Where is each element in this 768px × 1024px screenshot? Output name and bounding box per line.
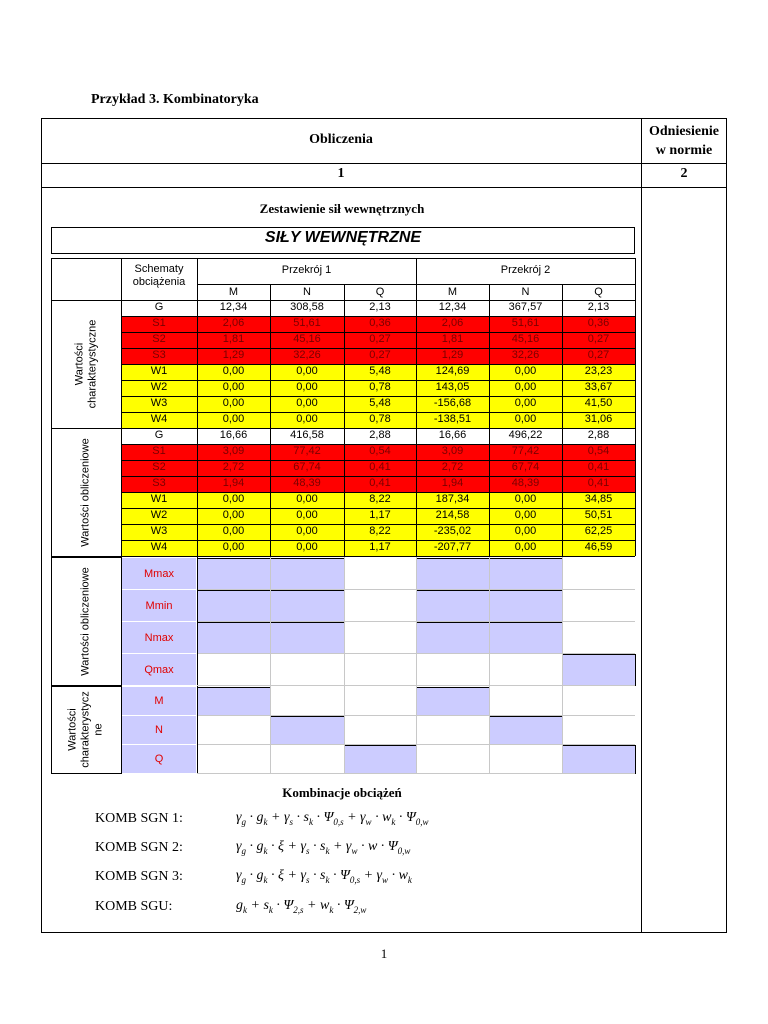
row-scheme-name: W2 (150, 509, 168, 521)
table-cell: 5,48 (369, 365, 391, 377)
row-scheme-name: S1 (152, 445, 166, 457)
selection-cell (489, 716, 563, 745)
table-cell: 2,72 (222, 461, 245, 473)
table-cell: 3,09 (222, 445, 245, 457)
table-cell: 1,81 (222, 333, 245, 345)
table-cell: 67,74 (293, 461, 321, 473)
row-scheme-name: W4 (150, 413, 168, 425)
table-cell: 2,13 (587, 301, 610, 313)
table-cell: 12,34 (219, 301, 248, 313)
table-cell: 0,00 (222, 509, 245, 521)
schemes-header: Schematy obciążenia (132, 263, 186, 288)
spreadsheet-title: SIŁY WEWNĘTRZNE (264, 229, 422, 246)
table-cell: 0,00 (514, 397, 537, 409)
row-scheme-name: W4 (150, 541, 168, 553)
table-cell: 1,81 (441, 333, 464, 345)
cross-section-1-header: Przekrój 1 (281, 264, 332, 276)
table-cell: -156,68 (433, 397, 472, 409)
selection-cell (197, 622, 271, 654)
table-cell: 2,06 (222, 317, 245, 329)
table-cell: 0,41 (587, 461, 610, 473)
table-cell: -235,02 (433, 525, 472, 537)
column-number-2: 2 (680, 166, 688, 181)
selection-cell (562, 654, 636, 686)
table-cell: 12,34 (438, 301, 467, 313)
combinations-title: Kombinacje obciążeń (282, 785, 402, 800)
group-label-design-extremes (53, 557, 119, 685)
table-cell: 0,00 (222, 365, 245, 377)
characteristic-label: N (122, 716, 196, 744)
row-scheme-name: W3 (150, 397, 168, 409)
table-cell: 32,26 (511, 349, 540, 361)
table-cell: 3,09 (441, 445, 464, 457)
table-cell: 0,78 (369, 381, 391, 393)
combination-name: KOMB SGU: (95, 899, 173, 914)
forces-spreadsheet (51, 227, 636, 772)
table-cell: 0,41 (369, 477, 391, 489)
table-cell: 0,00 (296, 397, 318, 409)
column-header-odniesienie-line2: w normie (655, 143, 713, 158)
row-scheme-name: W2 (150, 381, 168, 393)
table-cell: 48,39 (511, 477, 540, 489)
table-cell: 8,22 (369, 525, 391, 537)
selection-cell (562, 745, 636, 774)
table-cell: 0,00 (514, 381, 537, 393)
table-cell: 0,00 (222, 525, 245, 537)
table-cell: 0,00 (296, 493, 318, 505)
table-cell: 1,17 (369, 509, 391, 521)
table-cell: 2,88 (587, 429, 610, 441)
selection-cell (489, 590, 563, 622)
column-header-q: Q (375, 286, 385, 298)
column-header-m: M (228, 286, 239, 298)
table-cell: 45,16 (511, 333, 540, 345)
table-cell: 34,85 (584, 493, 613, 505)
row-scheme-name: S1 (152, 317, 166, 329)
selection-cell (270, 622, 345, 654)
row-scheme-name: G (154, 429, 164, 441)
group-label-characteristic (53, 300, 119, 428)
table-cell: 1,29 (222, 349, 245, 361)
table-cell: 0,36 (369, 317, 391, 329)
selection-cell (416, 622, 490, 654)
selection-cell (270, 716, 345, 745)
document-heading: Przykład 3. Kombinatoryka (91, 92, 259, 107)
column-header-odniesienie-line1: Odniesienie (648, 124, 719, 139)
table-cell: 41,50 (584, 397, 613, 409)
table-cell: 67,74 (511, 461, 540, 473)
selection-cell (489, 622, 563, 654)
table-cell: -207,77 (433, 541, 472, 553)
group-label-characteristic-2 (53, 686, 119, 773)
table-cell: 0,78 (369, 413, 391, 425)
table-cell: 0,00 (296, 413, 318, 425)
row-scheme-name: W1 (150, 365, 168, 377)
table-cell: 0,00 (514, 365, 537, 377)
table-cell: 23,23 (584, 365, 613, 377)
table-cell: 0,54 (369, 445, 391, 457)
column-header-odniesienie (641, 122, 727, 160)
table-cell: 0,54 (587, 445, 610, 457)
table-cell: 0,00 (222, 493, 245, 505)
extreme-label: Mmax (122, 558, 196, 589)
table-cell: 77,42 (511, 445, 540, 457)
table-cell: 0,41 (587, 477, 610, 489)
table-cell: 0,00 (222, 413, 245, 425)
table-cell: 0,00 (222, 541, 245, 553)
table-cell: 0,00 (514, 541, 537, 553)
characteristic-label: Q (122, 745, 196, 773)
table-cell: 187,34 (435, 493, 470, 505)
selection-cell (197, 558, 271, 590)
table-cell: 2,06 (441, 317, 464, 329)
selection-cell (197, 590, 271, 622)
table-cell: 2,88 (369, 429, 391, 441)
extreme-label: Mmin (122, 590, 196, 621)
table-cell: 77,42 (293, 445, 321, 457)
row-scheme-name: W3 (150, 525, 168, 537)
row-scheme-name: S3 (152, 349, 166, 361)
characteristic-label: M (122, 687, 196, 715)
table-cell: 0,00 (222, 381, 245, 393)
table-cell: 32,26 (293, 349, 321, 361)
extreme-label: Nmax (122, 622, 196, 653)
selection-cell (416, 558, 490, 590)
group-label-text: Wartości charakterystycz ne (66, 691, 105, 768)
row-scheme-name: W1 (150, 493, 168, 505)
table-cell: 1,94 (222, 477, 245, 489)
table-cell: 5,48 (369, 397, 391, 409)
table-cell: 0,00 (296, 365, 318, 377)
combination-name: KOMB SGN 2: (95, 840, 183, 855)
selection-cell (416, 590, 490, 622)
table-cell: 308,58 (290, 301, 324, 313)
table-cell: 1,17 (369, 541, 391, 553)
table-cell: 0,00 (296, 381, 318, 393)
table-cell: 33,67 (584, 381, 613, 393)
combination-formula: $\gamma_g \cdot g_k + \gamma_s \cdot s_k \cdot \Psi_{0,s} + \gamma_w \cdot w_k \cdot \Psi_{0,w}$ (236, 810, 429, 827)
table-cell: 367,57 (508, 301, 543, 313)
selection-cell (197, 687, 271, 716)
group-label-text: Wartości obliczeniowe (79, 437, 92, 547)
table-cell: 0,00 (514, 413, 537, 425)
column-header-n: N (303, 286, 311, 298)
table-cell: 0,27 (587, 333, 610, 345)
table-cell: 50,51 (584, 509, 613, 521)
row-scheme-name: G (154, 301, 164, 313)
table-cell: 124,69 (435, 365, 470, 377)
table-cell: 48,39 (293, 477, 321, 489)
page-number: 1 (380, 946, 388, 961)
table-cell: 16,66 (438, 429, 467, 441)
row-scheme-name: S2 (152, 333, 166, 345)
table-cell: 496,22 (508, 429, 543, 441)
combination-formula: $g_k + s_k \cdot \Psi_{2,s} + w_k \cdot \Psi_{2,w}$ (236, 898, 367, 915)
table-cell: 51,61 (293, 317, 321, 329)
row-scheme-name: S2 (152, 461, 166, 473)
selection-cell (270, 590, 345, 622)
table-cell: 0,36 (587, 317, 610, 329)
group-label-text: Wartości obliczeniowe (79, 566, 92, 676)
table-cell: 0,27 (369, 333, 391, 345)
table-cell: 0,27 (587, 349, 610, 361)
table-cell: 416,58 (290, 429, 324, 441)
table-cell: 0,00 (514, 525, 537, 537)
combination-formula: $\gamma_g \cdot g_k \cdot \xi + \gamma_s \cdot s_k + \gamma_w \cdot w \cdot \Psi_{0,w}$ (236, 839, 411, 856)
column-header-m: M (447, 286, 458, 298)
table-cell: 0,00 (296, 525, 318, 537)
table-cell: 51,61 (511, 317, 540, 329)
table-cell: 0,41 (369, 461, 391, 473)
column-header-q: Q (594, 286, 603, 298)
row-scheme-name: S3 (152, 477, 166, 489)
group-label-text: Wartości charakterystyczne (73, 319, 99, 409)
selection-cell (270, 558, 345, 590)
table-cell: 45,16 (293, 333, 321, 345)
combination-name: KOMB SGN 3: (95, 869, 183, 884)
table-cell: 16,66 (219, 429, 248, 441)
column-header-n: N (521, 286, 530, 298)
table-cell: 0,00 (296, 509, 318, 521)
table-cell: 0,00 (514, 493, 537, 505)
group-label-design (53, 428, 119, 556)
table-cell: 2,13 (369, 301, 391, 313)
combination-formula: $\gamma_g \cdot g_k \cdot \xi + \gamma_s \cdot s_k \cdot \Psi_{0,s} + \gamma_w \cdot w_k$ (236, 868, 412, 885)
table-cell: 0,00 (514, 509, 537, 521)
section-title: Zestawienie sił wewnętrznych (259, 201, 425, 216)
cross-section-2-header: Przekrój 2 (500, 264, 551, 276)
table-cell: 0,27 (369, 349, 391, 361)
table-cell: 1,29 (441, 349, 464, 361)
table-cell: 46,59 (584, 541, 613, 553)
column-number-1: 1 (337, 166, 345, 181)
column-header-obliczenia: Obliczenia (309, 132, 373, 147)
selection-cell (416, 687, 490, 716)
table-cell: 31,06 (584, 413, 613, 425)
combination-name: KOMB SGN 1: (95, 811, 183, 826)
table-cell: 2,72 (441, 461, 464, 473)
table-cell: 0,00 (222, 397, 245, 409)
table-cell: 143,05 (435, 381, 470, 393)
table-cell: 62,25 (584, 525, 613, 537)
table-cell: 214,58 (435, 509, 470, 521)
table-cell: -138,51 (433, 413, 472, 425)
selection-cell (344, 745, 417, 774)
selection-cell (489, 558, 563, 590)
table-cell: 0,00 (296, 541, 318, 553)
table-cell: 8,22 (369, 493, 391, 505)
extreme-label: Qmax (122, 654, 196, 685)
table-cell: 1,94 (441, 477, 464, 489)
